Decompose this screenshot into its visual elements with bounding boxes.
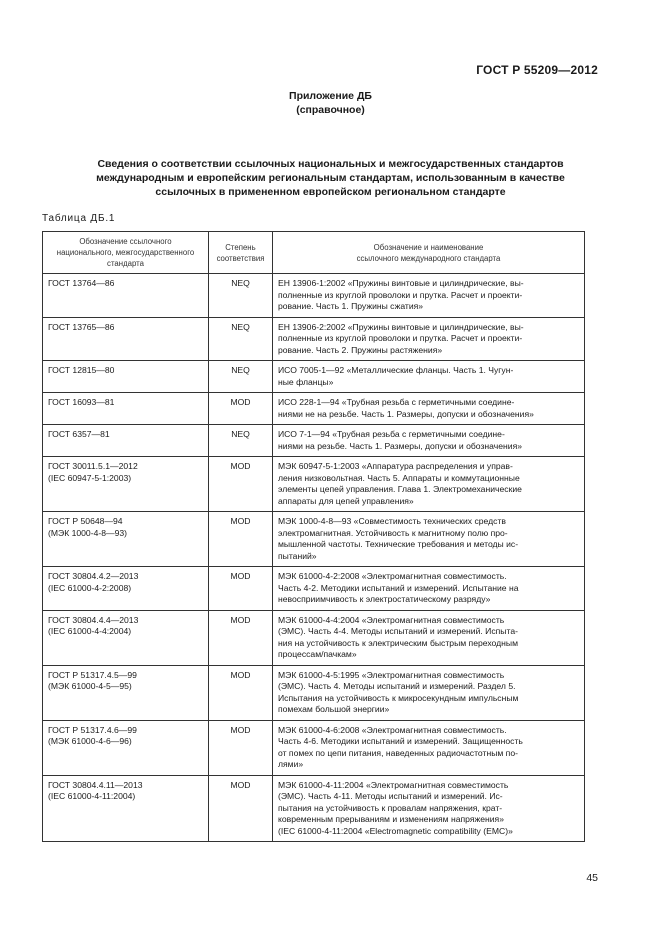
international-standard-line: элементы цепей управления. Глава 1. Электромеханические (278, 484, 522, 494)
international-standard-cell (273, 393, 585, 425)
international-standard-line: ные фланцы» (278, 376, 334, 387)
national-standard-cell (43, 317, 209, 361)
appendix-subtitle: (справочное) (296, 104, 365, 116)
national-standard-line: ГОСТ 16093—81 (48, 397, 115, 407)
international-standard-line: (IEC 61000-4-11:2004 «Electromagnetic compatibility (EMC)» (278, 825, 513, 836)
page-number: 45 (586, 872, 598, 884)
table-label: Таблица ДБ.1 (42, 213, 116, 224)
degree-cell: MOD (209, 457, 273, 512)
international-standard-line: (ЭМС). Часть 4. Методы испытаний и измерений. Раздел 5. (278, 681, 516, 691)
table-row (43, 567, 585, 611)
international-standard-line: лями» (278, 759, 304, 769)
international-standard-line: Часть 4-2. Методики испытаний и измерений. Испытание на (278, 582, 519, 593)
international-standard-line: рование. Часть 1. Пружины сжатия» (278, 301, 424, 311)
international-standard-line: МЭК 60947-5-1:2003 «Аппаратура распределения и управ- (278, 461, 513, 471)
international-standard-line: ния на устойчивость к электрическим быстрым переходным (278, 637, 518, 648)
table-row (43, 361, 585, 393)
degree-cell: MOD (209, 775, 273, 842)
national-standard-cell (43, 665, 209, 720)
national-standard-line: ГОСТ Р 50648—94 (48, 516, 123, 526)
table-row (43, 720, 585, 775)
table-row (43, 274, 585, 318)
international-standard-line: (ЭМС). Часть 4-4. Методы испытаний и измерений. Испыта- (278, 626, 518, 636)
national-standard-line: ГОСТ 12815—80 (48, 365, 115, 375)
international-standard-cell (273, 457, 585, 512)
national-standard-line: (IEC 61000-4-2:2008) (48, 582, 132, 593)
international-standard-line: ниями не на резьбе. Часть 1. Размеры, допуски и обозначения» (278, 408, 534, 419)
table-row (43, 512, 585, 567)
degree-cell: MOD (209, 610, 273, 665)
degree-cell: NEQ (209, 317, 273, 361)
table-body (43, 274, 585, 842)
international-standard-line: ЕН 13906-1:2002 «Пружины винтовые и цилиндрические, вы- (278, 278, 524, 288)
international-standard-line: МЭК 61000-4-5:1995 «Электромагнитная совместимость (278, 669, 505, 680)
table-row (43, 775, 585, 842)
international-standard-cell (273, 775, 585, 842)
degree-cell: MOD (209, 393, 273, 425)
international-standard-line: МЭК 61000-4-6:2008 «Электромагнитная совместимость. (278, 724, 507, 735)
international-standard-line: МЭК 61000-4-11:2004 «Электромагнитная совместимость (278, 779, 509, 790)
international-standard-line: помехам большой энергии» (278, 704, 390, 714)
national-standard-line: (IEC 60947-5-1:2003) (48, 472, 132, 483)
international-standard-line: процессам/пачкам» (278, 649, 357, 659)
international-standard-line: ИСО 228-1—94 «Трубная резьба с герметичными соедине- (278, 397, 515, 407)
international-standard-line: пытаний» (278, 550, 317, 561)
national-standard-line: ГОСТ 13764—86 (48, 278, 115, 288)
international-standard-cell (273, 361, 585, 393)
degree-cell: NEQ (209, 274, 273, 318)
international-standard-line: ления низковольтная. Часть 5. Аппараты и коммутационные (278, 472, 520, 483)
international-standard-cell (273, 317, 585, 361)
table-row (43, 665, 585, 720)
national-standard-line: ГОСТ 13765—86 (48, 321, 115, 332)
international-standard-line: Испытания на устойчивость к микросекундным импульсным (278, 692, 519, 703)
title-line: международным и европейским региональным стандартам, использованным в качестве (96, 172, 565, 184)
document-code-header: ГОСТ Р 55209—2012 (476, 63, 598, 77)
international-standard-line: МЭК 1000-4-8—93 «Совместимость технических средств (278, 516, 506, 526)
international-standard-cell (273, 425, 585, 457)
international-standard-line: невосприимчивость к электростатическому разряду» (278, 594, 491, 604)
title-line: ссылочных в примененном европейском региональном стандарте (155, 186, 506, 198)
degree-cell: MOD (209, 665, 273, 720)
national-standard-cell (43, 567, 209, 611)
national-standard-line: ГОСТ 30804.4.11—2013 (48, 779, 143, 790)
table-row (43, 393, 585, 425)
national-standard-line: (МЭК 61000-4-5—95) (48, 681, 132, 691)
table-row (43, 610, 585, 665)
national-standard-line: ГОСТ 30011.5.1—2012 (48, 461, 138, 471)
international-standard-line: ниями на резьбе. Часть 1. Размеры, допуски и обозначения» (278, 440, 523, 451)
international-standard-line: ЕН 13906-2:2002 «Пружины винтовые и цилиндрические, вы- (278, 321, 524, 332)
international-standard-line: полненные из круглой проволоки и прутка. Расчет и проекти- (278, 333, 523, 343)
international-standard-cell (273, 720, 585, 775)
degree-cell: MOD (209, 512, 273, 567)
national-standard-cell (43, 425, 209, 457)
degree-cell: MOD (209, 720, 273, 775)
national-standard-cell (43, 457, 209, 512)
national-standard-cell (43, 720, 209, 775)
table-row (43, 457, 585, 512)
table-header-row (43, 232, 585, 274)
national-standard-cell (43, 361, 209, 393)
national-standard-cell (43, 393, 209, 425)
national-standard-line: ГОСТ Р 51317.4.6—99 (48, 724, 137, 735)
international-standard-cell (273, 665, 585, 720)
international-standard-line: МЭК 61000-4-2:2008 «Электромагнитная совместимость. (278, 571, 507, 581)
title-line: Сведения о соответствии ссылочных национальных и межгосударственных стандартов (97, 158, 564, 170)
international-standard-line: Часть 4-6. Методики испытаний и измерений. Защищенность (278, 736, 523, 746)
international-standard-line: электромагнитная. Устойчивость к магнитному полю про- (278, 527, 508, 538)
international-standard-line: (ЭМС). Часть 4-11. Методы испытаний и измерений. Ис- (278, 791, 503, 801)
national-standard-line: ГОСТ Р 51317.4.5—99 (48, 669, 137, 680)
degree-cell: NEQ (209, 425, 273, 457)
national-standard-line: (МЭК 1000-4-8—93) (48, 527, 128, 538)
degree-cell: MOD (209, 567, 273, 611)
national-standard-cell (43, 512, 209, 567)
standards-correspondence-table (42, 231, 585, 842)
international-standard-line: мышленной частоты. Технические требования и методы ис- (278, 539, 519, 549)
national-standard-line: (IEC 61000-4-11:2004) (48, 791, 136, 801)
national-standard-line: ГОСТ 6357—81 (48, 429, 110, 439)
international-standard-line: ИСО 7-1—94 «Трубная резьба с герметичными соедине- (278, 429, 505, 439)
international-standard-line: полненные из круглой проволоки и прутка. Расчет и проекти- (278, 289, 523, 300)
international-standard-line: ИСО 7005-1—92 «Металлические фланцы. Часть 1. Чугун- (278, 365, 514, 375)
table-row (43, 317, 585, 361)
international-standard-cell (273, 274, 585, 318)
national-standard-line: ГОСТ 30804.4.2—2013 (48, 571, 139, 581)
header-international-standard: Обозначение и наименование ссылочного международного стандарта (273, 232, 585, 274)
national-standard-cell (43, 274, 209, 318)
international-standard-line: МЭК 61000-4-4:2004 «Электромагнитная совместимость (278, 614, 505, 625)
national-standard-line: (IEC 61000-4-4:2004) (48, 626, 132, 636)
appendix-heading (0, 89, 661, 117)
degree-cell: NEQ (209, 361, 273, 393)
international-standard-cell (273, 567, 585, 611)
international-standard-line: от помех по цепи питания, наведенных радиочастотным по- (278, 747, 518, 758)
document-title (40, 157, 621, 199)
national-standard-cell (43, 775, 209, 842)
table-row (43, 425, 585, 457)
national-standard-line: (МЭК 61000-4-6—96) (48, 736, 132, 746)
national-standard-line: ГОСТ 30804.4.4—2013 (48, 614, 139, 625)
national-standard-cell (43, 610, 209, 665)
international-standard-line: пытания на устойчивость к провалам напряжения, крат- (278, 802, 503, 813)
international-standard-cell (273, 610, 585, 665)
international-standard-cell (273, 512, 585, 567)
international-standard-line: рование. Часть 2. Пружины растяжения» (278, 344, 443, 355)
international-standard-line: ковременным прерываниям и изменениям напряжения» (278, 814, 504, 824)
international-standard-line: аппараты для цепей управления» (278, 495, 414, 506)
header-degree: Степень соответствия (209, 232, 273, 274)
header-national-standard: Обозначение ссылочного национального, межгосударственного стандарта (43, 232, 209, 274)
appendix-title: Приложение ДБ (289, 90, 372, 102)
